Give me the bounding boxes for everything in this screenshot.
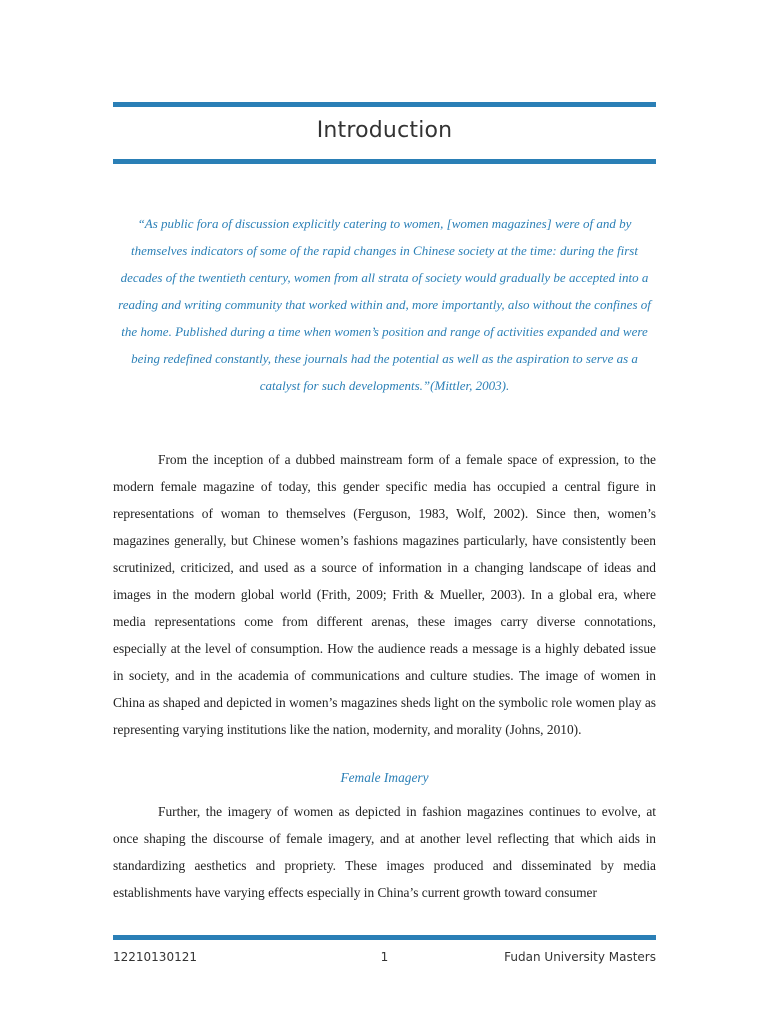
body-paragraph-2: Further, the imagery of women as depicted in fashion magazines continues to evolve, at once shaping the discourse of female imagery, and at another level reflecting that which aids in standardizing aesthetics and propriety. These images produced and disseminated by media establishments have varying effects especially in China’s current growth toward consumer [113, 804, 656, 900]
footer-rule [113, 935, 656, 940]
page-footer [113, 950, 656, 970]
epigraph-quote: “As public fora of discussion explicitly catering to women, [women magazines] were of and by themselves indicators of some of the rapid changes in Chinese society at the time: during the first decades of the twentieth century, women from all strata of society would gradually be accepted into a reading and writing community that worked within and, more importantly, also without the confines of the home. Published during a time when women’s position and range of activities expanded and were being redefined constantly, these journals had the potential as well as the aspiration to serve as a catalyst for such developments.”(Mittler, 2003). [118, 216, 651, 393]
header-top-rule [113, 102, 656, 107]
section-subheading: Female Imagery [340, 770, 429, 785]
header-bottom-rule [113, 159, 656, 164]
body-paragraph-1: From the inception of a dubbed mainstream form of a female space of expression, to the modern female magazine of today, this gender specific media has occupied a central figure in representations of woman to themselves (Ferguson, 1983, Wolf, 2002). Since then, women’s magazines generally, but Chinese women’s fashions magazines particularly, have consistently been scrutinized, criticized, and used as a source of information in a changing landscape of ideas and images in the modern global world (Frith, 2009; Frith & Mueller, 2003). In a global era, where media representations come from different arenas, these images carry diverse connotations, especially at the level of consumption. How the audience reads a message is a highly debated issue in society, and in the academia of communications and culture studies. The image of women in China as shaped and depicted in women’s magazines sheds light on the symbolic role women play as representing varying institutions like the nation, modernity, and morality (Johns, 2010). [113, 452, 656, 737]
footer-institution: Fudan University Masters [504, 950, 656, 964]
footer-page-number: 1 [380, 950, 389, 964]
page-title: Introduction [316, 118, 453, 143]
footer-student-id: 12210130121 [113, 950, 197, 964]
